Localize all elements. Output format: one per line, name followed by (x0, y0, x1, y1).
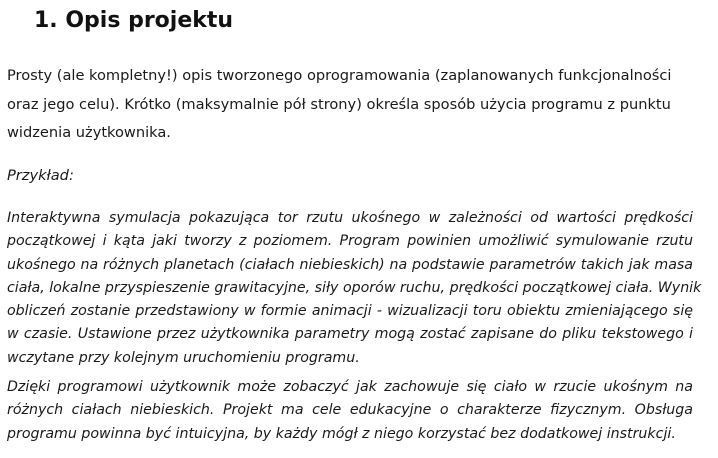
intro-line: oraz jego celu). Krótko (maksymalnie pół strony) określa sposób użycia programu z punktu (7, 95, 671, 113)
paragraph-line: w czasie. Ustawione przez użytkownika parametry mogą zostać zapisane do pliku tekstowego i (7, 326, 693, 343)
example-paragraph-2 (7, 376, 693, 446)
paragraph-line: różnych ciałach niebieskich. Projekt ma cele edukacyjne o charakterze fizycznym. Obsługa (7, 402, 693, 419)
intro-paragraph (7, 62, 697, 148)
paragraph-line: obliczeń zostanie przedstawiony w formie animacji - wizualizacji toru obiektu zmieniającego się (7, 303, 693, 320)
paragraph-line: Dzięki programowi użytkownik może zobaczyć jak zachowuje się ciało w rzucie ukośnym na (7, 379, 693, 395)
example-label: Przykład: (7, 167, 74, 184)
paragraph-line: programu powinna być intuicyjna, by każdy mógł z niego korzystać bez dodatkowej instrukcji. (7, 425, 676, 442)
paragraph-line: wczytane przy kolejnym uruchomieniu programu. (7, 349, 360, 366)
paragraph-line: Interaktywna symulacja pokazująca tor rzutu ukośnego w zależności od wartości prędkości (7, 210, 693, 226)
paragraph-line: ukośnego na różnych planetach (ciałach niebieskich) na podstawie parametrów takich jak masa (7, 256, 693, 273)
example-paragraph-1 (7, 207, 702, 370)
paragraph-line: ciała, lokalne przyspieszenie grawitacyjne, siły oporów ruchu, prędkości początkowej ciała. Wynik (7, 279, 702, 296)
intro-line: widzenia użytkownika. (7, 124, 171, 141)
intro-line: Prosty (ale kompletny!) opis tworzonego oprogramowania (zaplanowanych funkcjonalności (7, 67, 672, 84)
section-title: 1. Opis projektu (34, 8, 234, 33)
paragraph-line: początkowej i kąta jaki tworzy z poziomem. Program powinien umożliwić symulowanie rzutu (7, 233, 693, 250)
